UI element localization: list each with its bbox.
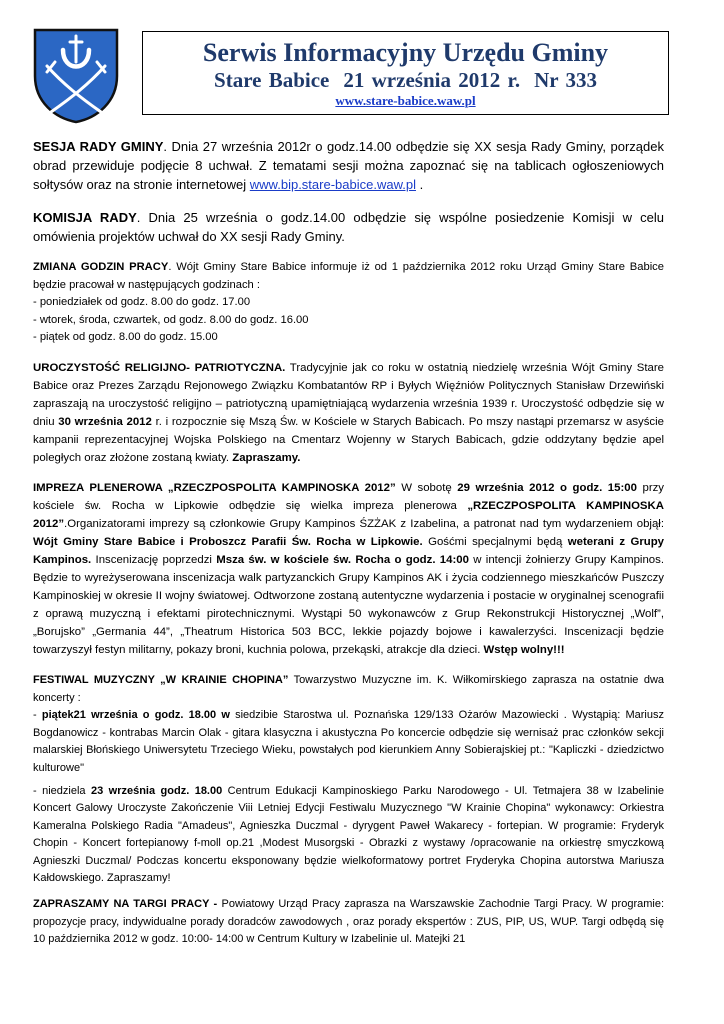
- bulletin-place: Stare Babice: [214, 68, 330, 92]
- bulletin-issue-number: Nr 333: [534, 68, 597, 92]
- section-text: . Dnia 27 września 2012r o godz.14.00 odbędzie się XX sesja Rady Gminy, porządek obrad przewiduje podjęcie 8 uchwał. Z tematami sesji można zapoznać się na tablicach ogłoszeniowych sołtysów oraz na stronie internetowej: [33, 139, 664, 193]
- invite-text: Zapraszamy.: [232, 451, 301, 464]
- section-festiwal: FESTIWAL MUZYCZNY „W KRAINIE CHOPINA” Towarzystwo Muzyczne im. K. Wiłkomirskiego zaprasza na ostatnie dwa koncerty : - piątek21 września o godz. 18.00 w siedzibie Starostwa ul. Poznańska 129/133 Ożarów Mazowiecki . Wystąpią: Mariusz Bogdanowicz - kontrabas Marcin Olak - gitara klasyczna i akustyczna Po koncercie odbędzie się wernisaż prac członków sekcji malarskiej Błońskiego Uniwersytetu Trzeciego Wieku, powstałych pod kierunkiem Anny Sobierajskiej pt.: "Kapliczki - dziedzictwo kulturowe" - niedziela 23 września godz. 18.00 Centrum Edukacji Kampinoskiego Parku Narodowego - Ul. Tetmajera 38 w Izabelinie Koncert Galowy Uroczyste Zakończenie Viii Letniej Edycji Festiwalu Muzycznego "W Krainie Chopina" wykonawcy: Orkiestra Kameralna Polskiego Radia "Amadeus", Agnieszka Duczmal - dyrygent Paweł Wakarecy - fortepian. W programie: Fryderyk Chopin - Koncert fortepianowy f-moll op.21 ,Modest Musorgski - Obrazki z wystawy /opracowanie na orkiestrę smyczkową Agnieszki Duczmal/ Podczas koncertu eksponowany będzie wielkoformatowy portret Fryderyka Chopina autorstwa Mariusza Kałdowskiego. Zapraszamy!: [33, 672, 664, 887]
- section-heading: KOMISJA RADY: [33, 209, 137, 225]
- website-link[interactable]: www.stare-babice.waw.pl: [335, 93, 476, 108]
- section-uroczystosc: UROCZYSTOŚĆ RELIGIJNO- PATRIOTYCZNA. Tradycyjnie jak co roku w ostatnią niedzielę września Wójt Gminy Stare Babice oraz Prezes Zarządu Rejonowego Związku Kombatantów RP i Byłych Więźniów Politycznych Stanisław Drzewiński zapraszają na uroczystość religijno – patriotyczną upamiętniającą wydarzenia września 1939 r. Uroczystość odbędzie się w dniu 30 września 2012 r. i rozpocznie się Mszą Św. w Kościele w Starych Babicach. Po mszy nastąpi przemarsz w asyście kampanii reprezentacyjnej Wojska Polskiego na Cmentarz Wojenny w Starych Babicach, gdzie oddzytany będzie apel poległych oraz złożone zostaną kwiaty. Zapraszamy.: [33, 361, 664, 464]
- hours-item: - poniedziałek od godz. 8.00 do godz. 17.00: [33, 296, 251, 309]
- section-text: . Wójt Gminy Stare Babice informuje iż od 1 października 2012 roku Urząd Gminy Stare Babice będzie pracował w następujących godzinach :: [33, 261, 664, 291]
- bulletin-issue-line: [143, 68, 668, 92]
- section-heading: UROCZYSTOŚĆ RELIGIJNO- PATRIOTYCZNA.: [33, 361, 286, 374]
- section-komisja: [33, 208, 664, 246]
- masthead: [142, 31, 669, 115]
- event-date: 30 września 2012: [58, 415, 152, 428]
- concert-item: - niedziela 23 września godz. 18.00 Centrum Edukacji Kampinoskiego Parku Narodowego - Ul. Tetmajera 38 w Izabelinie Koncert Galowy Uroczyste Zakończenie Viii Letniej Edycji Festiwalu Muzycznego "W Krainie Chopina" wykonawcy: Orkiestra Kameralna Polskiego Radia "Amadeus", Agnieszka Duczmal - dyrygent Paweł Wakarecy - fortepian. W programie: Fryderyk Chopin - Koncert fortepianowy f-moll op.21 ,Modest Musorgski - Obrazki z wystawy /opracowanie na orkiestrę smyczkową Agnieszki Duczmal/ Podczas koncertu eksponowany będzie wielkoformatowy portret Fryderyka Chopina autorstwa Mariusza Kałdowskiego. Zapraszamy!: [33, 784, 664, 884]
- section-heading: SESJA RADY GMINY: [33, 139, 164, 154]
- bulletin-date: 21 września 2012 r.: [343, 68, 521, 92]
- section-heading: FESTIWAL MUZYCZNY „W KRAINIE CHOPINA”: [33, 674, 289, 687]
- section-heading: ZAPRASZAMY NA TARGI PRACY -: [33, 898, 218, 911]
- section-text: . Dnia 25 września o godz.14.00 odbędzie się wspólne posiedzenie Komisji w celu omówienia projektów uchwał do XX sesji Rady Gminy.: [33, 209, 664, 244]
- bulletin-title: Serwis Informacyjny Urzędu Gminy: [202, 38, 609, 67]
- hours-item: - wtorek, środa, czwartek, od godz. 8.00 do godz. 16.00: [33, 313, 309, 326]
- hours-item: - piątek od godz. 8.00 do godz. 15.00: [33, 331, 218, 344]
- coat-of-arms-emblem: [33, 28, 119, 124]
- concert-item: - piątek21 września o godz. 18.00 w siedzibie Starostwa ul. Poznańska 129/133 Ożarów Mazowiecki . Wystąpią: Mariusz Bogdanowicz - kontrabas Marcin Olak - gitara klasyczna i akustyczna Po koncercie odbędzie się wernisaż prac członków sekcji malarskiej Błońskiego Uniwersytetu Trzeciego Wieku, powstałych pod kierunkiem Anny Sobierajskiej pt.: "Kapliczki - dziedzictwo kulturowe": [33, 709, 664, 774]
- section-targi: ZAPRASZAMY NA TARGI PRACY - Powiatowy Urząd Pracy zaprasza na Warszawskie Zachodnie Targi Pracy. W programie: propozycje pracy, indywidualne porady doradców zawodowych , oraz porady ekspertów : ZUS, PIP, US, WUP. Targi odbędą się 10 października 2012 w godz. 10:00- 14:00 w Centrum Kultury w Izabelinie ul. Matejki 21: [33, 898, 665, 946]
- section-sesja: SESJA RADY GMINY. Dnia 27 września 2012r o godz.14.00 odbędzie się XX sesja Rady Gminy, porządek obrad przewiduje podjęcie 8 uchwał. Z tematami sesji można zapoznać się na tablicach ogłoszeniowych sołtysów oraz na stronie internetowej www.bip.stare-babice.waw.pl .: [33, 139, 664, 193]
- section-heading: IMPREZA PLENEROWA „RZECZPOSPOLITA KAMPINOSKA 2012”: [33, 482, 396, 495]
- section-heading: ZMIANA GODZIN PRACY: [33, 261, 169, 274]
- section-zmiana-godzin: [33, 259, 664, 347]
- section-impreza: IMPREZA PLENEROWA „RZECZPOSPOLITA KAMPINOSKA 2012” W sobotę 29 września 2012 o godz. 15:00 przy kościele św. Rocha w Lipkowie odbędzie się wielka impreza plenerowa „RZECZPOSPOLITA KAMPINOSKA 2012”.Organizatorami imprezy są członkowie Grupy Kampinos ŚZŻAK z Izabelina, a patronat nad tym wydarzeniem objął: Wójt Gminy Stare Babice i Proboszcz Parafii Św. Rocha w Lipkowie. Gośćmi specjalnymi będą weterani z Grupy Kampinos. Inscenizację poprzedzi Msza św. w kościele św. Rocha o godz. 14:00 w intencji żołnierzy Grupy Kampinos. Będzie to wyreżyserowana inscenizacja walk partyzanckich Grupy Kampinos AK i życia codziennego mieszkańców Puszczy Kampinoskiej w okresie II wojny światowej. Odtworzone zostaną autentyczne wydarzenia i postacie w oryginalnej scenografii z oprawą muzyczną i efektami pirotechnicznymi. Wystąpi 50 wykonawców z Grup Rekonstrukcji Historycznej „Wolf”, „Borujsko” „Germania 44”, „Theatrum Historica 503 BCC, lekkie pojazdy bojowe i kawalerzyści. Inscenizacji będzie towarzyszył festyn militarny, pokazy broni, kuchnia polowa, przekąski, atrakcje dla dzieci. Wstęp wolny!!!: [33, 482, 665, 656]
- bip-link[interactable]: www.bip.stare-babice.waw.pl: [249, 177, 416, 193]
- bulletin-body: [33, 137, 664, 949]
